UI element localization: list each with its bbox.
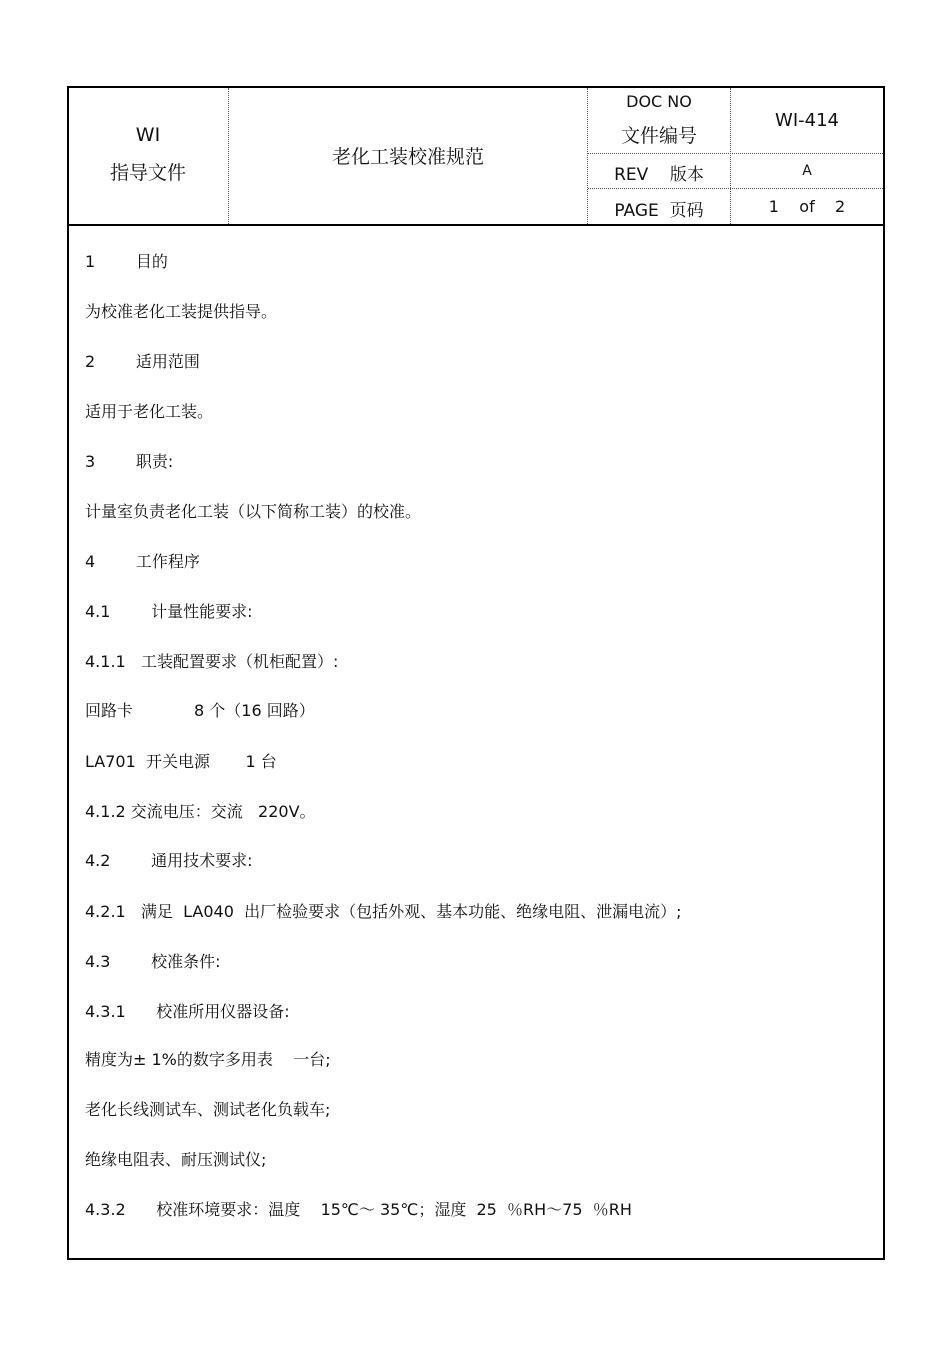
subsection-heading: 4.3.1 校准所用仪器设备: [85, 1002, 290, 1021]
paragraph: LA701 开关电源 1 台 [85, 752, 277, 771]
paragraph: 适用于老化工装。 [85, 402, 214, 421]
header-row-divider [588, 153, 883, 154]
subsection-heading: 4.2.1 满足 LA040 出厂检验要求（包括外观、基本功能、绝缘电阻、泄漏电流）; [85, 902, 682, 921]
subsection-heading: 4.2 通用技术要求: [85, 851, 253, 870]
subsection-heading: 4.3 校准条件: [85, 952, 221, 971]
subsection-heading: 4.1.1 工装配置要求（机柜配置）: [85, 652, 339, 671]
subsection-heading: 4.3.2 校准环境要求：温度 15℃～ 35℃；湿度 25 ％RH～75 ％RH [85, 1200, 632, 1219]
paragraph: 绝缘电阻表、耐压测试仪; [85, 1150, 267, 1169]
doc-type-name: 指导文件 [109, 162, 186, 184]
doc-no-label-cn: 文件编号 [620, 125, 697, 147]
doc-type-code: WI [135, 124, 161, 146]
subsection-heading: 4.1 计量性能要求: [85, 602, 253, 621]
paragraph: 老化长线测试车、测试老化负载车; [85, 1100, 331, 1119]
doc-no-value: WI-414 [775, 110, 839, 131]
document-header [69, 88, 883, 226]
paragraph: 为校准老化工装提供指导。 [85, 302, 278, 321]
page-number: 1 of 2 [768, 197, 846, 216]
paragraph: 精度为± 1%的数字多用表 一台; [85, 1050, 331, 1069]
paragraph: 回路卡 8 个（16 回路） [85, 701, 315, 720]
header-row-divider [588, 188, 883, 189]
section-heading: 2 适用范围 [85, 352, 200, 371]
rev-label: REV 版本 [614, 165, 704, 185]
doc-no-label-en: DOC NO [626, 92, 692, 111]
section-heading: 4 工作程序 [85, 552, 200, 571]
document-title: 老化工装校准规范 [331, 146, 484, 168]
paragraph: 计量室负责老化工装（以下简称工装）的校准。 [85, 502, 422, 521]
rev-value: A [802, 163, 812, 179]
section-heading: 1 目的 [85, 252, 168, 271]
section-heading: 3 职责: [85, 452, 174, 471]
page-label: PAGE 页码 [614, 201, 704, 221]
subsection-heading: 4.1.2 交流电压：交流 220V。 [85, 802, 316, 821]
document-frame [67, 86, 885, 1260]
